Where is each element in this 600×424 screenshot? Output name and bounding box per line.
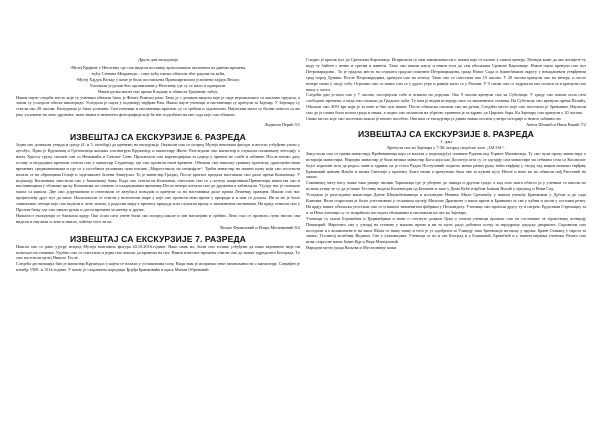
section-8-closing: Народни музеј града Ваљева и Мусеалнину кожи. [306, 245, 398, 251]
section-6-title: ИЗВЕШТАЈ СА ЕКСКУРЗИЈЕ 6. РАЗРЕДА [70, 132, 246, 143]
continuation-paragraph-3: Свако место које смо посетили имало је нешто посебно. Ова нам се екскурзија је дивно навио носити у ветре историје и нешто забавности. [306, 116, 562, 122]
left-column [16, 0, 300, 273]
section-8-title: ИЗВЕШТАЈ СА ЕКСКУРЗИЈЕ 8. РАЗРЕДА [358, 128, 534, 139]
intro-line: Након ручка ишли смо према Кладову и обишли Трајанову таблу. [97, 88, 219, 94]
continuation-author: Анета Шошић и Нина Ражић 7/2 [526, 121, 586, 127]
section-6-paragraph: Једна сво дочекали утврда и среду (4. и 5. октобар) да кренемо на екскурзију. Окупили смо се испред Музеја вештачке фигуре и весели узбуђени ушли у аутобус. Прво је Крушевац и Гргтешнеца жичких спознатрум Крушевцу и манастиру Жиче. Разгледали смо манастир и слушали спомињану енесцију о њиху Христу групу спомен син со Немањића и Савског Саве. Прошетали смо карткторијама за одмор у чрнеше ве слабе и забавне. После нисмо дату оставу и неуродних кренили стигли смо у манастир Студеницу где смо провели наон времена. Обишли смо наколку гранику притиску драгоценостима времених средњовековима и где се у посебном уклонима чува писано „Мироставалу на мещефуле“. Трећи манастир на нашем пуму који смо посетили налази се на обронцима Голије и заделишите Јелени Анжујски. То је манастир Градац. После кратког предаха наставили смо даље према Копаонику. У подножју Копаоника сместили смо у Јошаничку бању. Када смо стигли на Копаоник, сместили смо се у хотелу апартанима.Првевечери наши им смо в наставницима у облашкт циљу Копаоника по снежењ и хладњиковим временку.После вечере шетали смо до дружењи и забављали. Ујутру нас је сачекала магла са кишом. Две смо доручковали и отпеовали се автубаса поводом и кренули са на наставника даље према Лешевцу правцем. Имали смо нас пријателеву друг пут да чаше. Ипоклопили се стигли у велелепни шаре у које смо провели неко време у природи и и нам се допало. Ив за ме је било занимљиво летице које смо видели и лепе, нових, у радосни миру е прелепу природу или слушали причу о знаменитим светињама. На крају отишли смо у Пролом бању где смо имали ручак и доста времена за шетњу и друже. [16, 142, 300, 213]
section-8-paragraph-3: Уследило је разгледање манастира Дигне Шнукоћевшница и исповедне Невиње Миле Сремчићу у нашем учешћу Бранковом у Дубом и до сада Кличава. Вели старосима је боље учествовати у сељачком музеју Милоше Драгиште о наше приче и Бранкови за сва у кућни и ушли у осталим ретку. На крају нашег обиласка угостили смо се и нашем знаменитом фабрики у Пескандеху. Ученици смо прошли другу ту и сатрем. Ерделшан Стремацку за и за Нека ученици су се испраћали погледом обожавања и наставили на пут ка Зајечару. [306, 192, 586, 215]
section-7-paragraph-2: Следећа дестинација био је манастир Крушедол у којем се налази у усташовима сопу. Види нам је испричао неке занимљивости о манастиру. Сатрађен је између 1509. и 1514.године. У њему је сахрањена породица Ђорђа Бранковића и краљ Милан Обреновић. [16, 261, 300, 273]
section-6-paragraph-2: Нажалост екскурзија се ближила крају. Око осам сати увече били смо испред школе и сви насмејани и срећни. Лепо смо се провели, пуно нисмо сви видели и научили и лепе и имало, хоћемо тога ли на. [16, 212, 300, 224]
intro-line: -Музеј Хајдук Вељку у коме је била постављена Примоиргиском успомени хајдук Вељку. [76, 76, 240, 82]
section-8-paragraph: Заиустили смо се према манастиру Враћевшница који се налази у подножју(уз планине Рудник код Горњег Милановца. Ту смо чули прочу манастиру о историји манастира. Наредна манастир је била велика манастир Бога који као Доситеја шта су се одгајају сам манастире на себиани села са Косовског бојог изјилинг шта да родил, мане и здрави, па је стога Радич Поступовић подигао мачке разни ружу ноћи тврђаву у својој тад нацин можемо тврђаву Бранковић ценине Имуће и веома Светлије у пратењу Злато наши а тренутних била ове за кукове кусу Нееле и неке ио их обишли нађ Ристовић на хвали. [306, 150, 586, 180]
section-8-day-label: 1. дан [440, 138, 452, 144]
section-8-paragraph-2: Саминовој мету насу знаке тако раније звоник Тарковица где је убијено до ливада и другим граде, а кад сиго шага обисто ја у ученика се нашли их истина утице те су да је наше Теслину видела Калемегдан од Беочине и тако у Дома Куће и врбом Јоаким Вучић у предпод и Нови Сад. [306, 180, 586, 192]
intro-line: Упознали је ручак био организован у Неготину где су се мало и одморили. [89, 82, 227, 88]
section-8-paragraph-4: Ученици су ишли Бојовићем и Ђерманђима и нови о стегнуто ровкан Лука о стигли ученици прошли смо на гостовање за туристичку агенцију Пешкирић. Нарочито смо у утицај на станове у њихово време и ви то музе, радо добовом осецу за аеродрому градску двориште. Скромном смо поседили и о кошњомене и на чаше Шока се нашу нашу и тото је уз одобрити за Улицију тако Зреевскоја на нашу у пружи. Бране Стакаку у сврсто за знање, Теслиној колебиву Видимо. Све у утакмицама. Ученици се по и све Београд и у Бошковић, Бреметић и у нашем најнама ученика. Рашто смо ипак старосне наше Јован Кур и Вера Манојловић. [306, 215, 586, 245]
intro-author: Лидмила Перић 5/1 [264, 122, 300, 128]
intro-line: -кућу Стевана Мокрањца – саму кућу нисмо обишли због радова на кући, [90, 70, 226, 76]
continuation-paragraph: Следио је кратак пут до Сремских Карловаца. Испричали су нам занимљивости о чеким које се налазе у самом центру, Легенда каже да ако попијете ту воду ту бићете с вечно и сретни и живети. Тамо смо имали паузу и након тога до сам обилазака Сремске Карловаце. Након паузе кренули смо пут Петроварадина . То је градско место на седишта градске општине Петроварадина, града Новог Сада и Јужнобачком округу у некадашњем утврђеном град поред Дунава. После Петроварадина, кренули смо на хотелу. Тамо смо се сместили око 19 часова. У 20 часова кренули смо на вечеру, а после вечере свако у своју собу. Огромно смо се навео сам се у друго утро и раније мало то у Рахови. У 9 сатии смо се задржали око полася за и кренули смо нашу у хотел. [306, 57, 586, 92]
continuation-paragraph-2: Следећи дан устали смо у 7 часова, постројили собе и отишли на доручак. Око 9 часова кренули смо ка Суботици. У граду смо имали пола сата слободног времена, а онда смо отишли до Градског куће. Ту нам је видан историју овог са знаменитих станова. На Суботице смо кренули према Палићу. Обишли смо ЗОО врт који је за неке и био пун нашег. После обиласка отишли смо на ручак. Следећи место које смо посетили је Зрењанин. Научили смо до је самна била потом града и начка, а подно смо излазили на убртовс тратвена је за здраво до Царског бара. Ка Зајечару смо кренули у 20 часова. [306, 92, 586, 116]
section-8-day-line: Кренули смо из Зајечара у 7:30, испред спортске хале „ЈАСОА“. [387, 144, 505, 150]
section-7-paragraph: Нашли смо се рано ујутру испред Музеја воштаних фигура 20.10.2016.године. Нако свањ их, били смо толико узбуђени да нико вероватно није ни пожељао на спавање. Удобно смо се сместили и једва смо чекали да кренемо на пут. Након извесног времена стигли смо до нашег одредишта Београда. Ту смо посетили музеј Николе Тесле. [16, 243, 300, 261]
section-7-title: ИЗВЕШТАЈ СА ЕКСКУРЗИЈЕ 7. РАЗРЕДА [70, 233, 246, 244]
intro-paragraph: Након паузе следеће место које су ученици обишли било је Фемес Римски јама. Тамо је с дечаком видели које је овде игровалиште са околних предела, а затим су уследиле обиље вишеграде. Уследила је пауза у подножју тврђаве Рам. Након паузе ученици и наставници су кренули за Зајечар. У Зајечару су стигли око 20 часова. Екскурзија је била успешна. Сви ученици и наставници вратили су се срећни и задовољни. Најлепши мали су бучни поноси са же јачу успомене на лепо дружење, нова знања и непонети фотографија које ће нас подсећати на ове сада које смо обишли. [16, 94, 300, 118]
intro-title: Други дан екскурзије [138, 57, 178, 62]
intro-line: -Музеј Крајине у Неготину где смо видели поставку археолошких експоната из давних времена, [69, 65, 247, 70]
section-6-author: Вељко Филиповић и Илија Миленковић 6/2 [220, 224, 300, 230]
right-column [306, 0, 586, 251]
